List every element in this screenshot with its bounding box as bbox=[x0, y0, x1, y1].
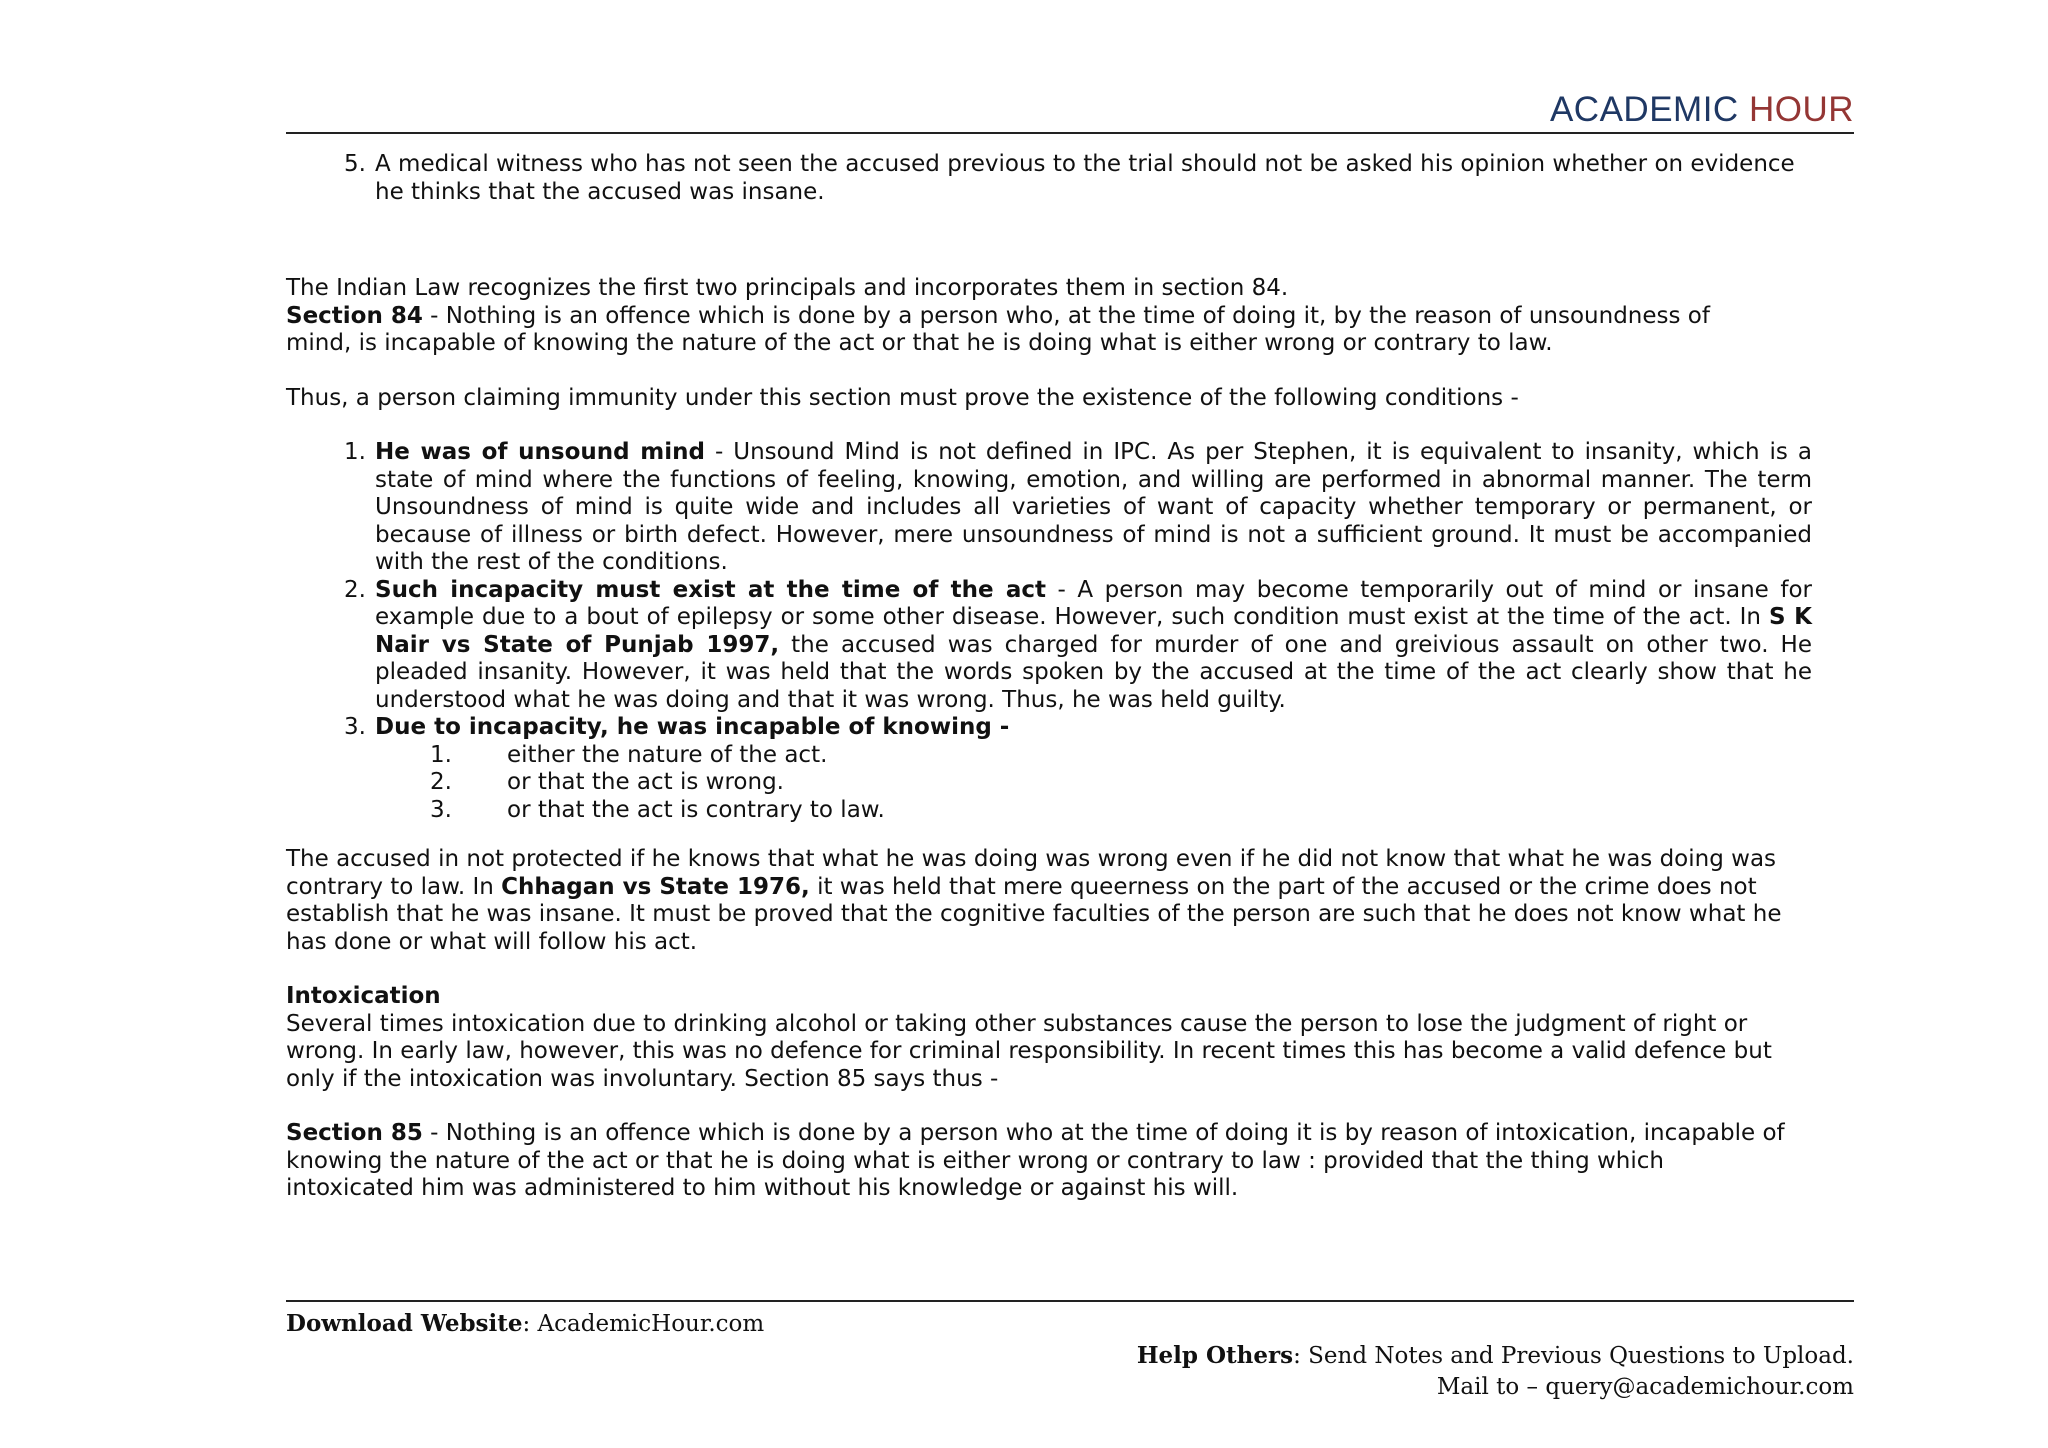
sub-list-item bbox=[286, 769, 1854, 797]
list-number: 5. bbox=[344, 151, 366, 177]
list-item-text: A medical witness who has not seen the accused previous to the trial should not be asked his opinion whether on evidence bbox=[375, 151, 1795, 177]
list-number: 2. bbox=[344, 576, 366, 603]
footer-mail: Mail to – query@academichour.com bbox=[1436, 1374, 1854, 1400]
sub-list-number: 1. bbox=[430, 741, 452, 768]
list-item bbox=[286, 577, 1854, 715]
condition-text-cont: the accused was charged for murder of one and greivious assault on other two. He pleaded insanity. However, it was held that the words spoken by the accused at the time of the act clearly show that he understood what he was doing and that it was wrong. Thus, he was held guilty. bbox=[375, 631, 1813, 713]
footer-help-label: Help Others bbox=[1136, 1342, 1294, 1369]
list-item-5 bbox=[286, 151, 1854, 206]
footer-help-value: : Send Notes and Previous Questions to Upload. bbox=[1293, 1343, 1854, 1369]
footer-download-label: Download Website bbox=[286, 1310, 523, 1337]
intoxication-paragraph: Several times intoxication due to drinking alcohol or taking other substances cause the person to lose the judgment of right or wrong. In early law, however, this was no defence for criminal responsibility. In recent times this has become a valid defence but only if the intoxication was involuntary. Section 85 says thus - bbox=[286, 1010, 1772, 1092]
accused-text: The accused in not protected if he knows that what he was doing was wrong even if he did not know that what he was doing was contrary to law. In bbox=[286, 846, 1777, 900]
footer-download bbox=[286, 1310, 764, 1337]
sub-list-item bbox=[286, 742, 1854, 770]
page-footer bbox=[286, 1300, 1854, 1400]
conditions-list bbox=[286, 439, 1854, 742]
footer-help bbox=[1137, 1342, 1854, 1369]
brand-academic: ACADEMIC bbox=[1549, 90, 1739, 129]
section-84-paragraph bbox=[286, 303, 1854, 358]
document-page bbox=[286, 0, 1854, 1448]
section-85-text: - Nothing is an offence which is done by a person who at the time of doing it is by reason of intoxication, incapable of knowing the nature of the act or that he is doing what is either wrong or contrary to law : provided that the thing which intoxicated him was administered to him without his knowledge or against his will. bbox=[286, 1120, 1785, 1201]
sub-list-number: 3. bbox=[430, 796, 452, 823]
section-84-text: - Nothing is an offence which is done by a person who, at the time of doing it, by the reason of unsoundness of mind, is incapable of knowing the nature of the act or that he is doing what is either wrong or contrary to law. bbox=[286, 302, 1710, 356]
condition-title: Due to incapacity, he was incapable of knowing - bbox=[375, 714, 1010, 740]
sub-list-text: or that the act is contrary to law. bbox=[507, 796, 885, 823]
section-85-label: Section 85 bbox=[286, 1120, 423, 1146]
list-item bbox=[286, 439, 1854, 577]
list-number: 1. bbox=[344, 439, 366, 465]
sub-list bbox=[286, 742, 1854, 825]
brand-logo-text bbox=[1550, 90, 1854, 130]
condition-text: - A person may become temporarily out of mind or insane for example due to a bout of epilepsy or some other disease. However, such condition must exist at the time of the act. In bbox=[375, 576, 1812, 630]
condition-text: - Unsound Mind is not defined in IPC. As per Stephen, it is equivalent to insanity, which is a state of mind where the functions of feeling, knowing, emotion, and willing are performed in abnormal manner. The term Unsoundness of mind is quite wide and includes all varieties of want of capacity whether temporary or permanent, or because of illness or birth defect. However, mere unsoundness of mind is not a sufficient ground. It must be accompanied with the rest of the conditions. bbox=[375, 439, 1812, 575]
intoxication-heading-text: Intoxication bbox=[286, 983, 441, 1009]
intoxication-heading bbox=[286, 983, 1854, 1011]
brand-hour: HOUR bbox=[1748, 90, 1854, 129]
accused-paragraph bbox=[286, 846, 1854, 956]
condition-title: Such incapacity must exist at the time of the act bbox=[375, 576, 1046, 603]
conditions-intro: Thus, a person claiming immunity under this section must prove the existence of the following conditions - bbox=[286, 384, 1519, 411]
case-name: Chhagan vs State 1976, bbox=[501, 873, 810, 900]
section-84-label: Section 84 bbox=[286, 302, 423, 329]
list-item bbox=[286, 714, 1854, 742]
case-name: S K Nair vs State of Punjab 1997, bbox=[375, 604, 1813, 658]
list-item-text-cont: he thinks that the accused was insane. bbox=[375, 178, 825, 205]
sub-list-item bbox=[286, 797, 1854, 825]
sub-list-number: 2. bbox=[430, 769, 452, 795]
condition-title: He was of unsound mind bbox=[375, 439, 705, 465]
footer-download-value: : AcademicHour.com bbox=[522, 1311, 765, 1337]
list-number: 3. bbox=[344, 714, 366, 740]
intro-paragraph: The Indian Law recognizes the first two principals and incorporates them in section 84. bbox=[286, 275, 1289, 301]
sub-list-text: either the nature of the act. bbox=[507, 741, 828, 768]
section-85-paragraph bbox=[286, 1120, 1854, 1203]
page-header bbox=[286, 88, 1854, 134]
page-body bbox=[286, 151, 1854, 1203]
accused-text-cont: it was held that mere queerness on the part of the accused or the crime does not establish that he was insane. It must be proved that the cognitive faculties of the person are such that he does not know what he has done or what will follow his act. bbox=[286, 873, 1782, 955]
sub-list-text: or that the act is wrong. bbox=[507, 769, 784, 795]
